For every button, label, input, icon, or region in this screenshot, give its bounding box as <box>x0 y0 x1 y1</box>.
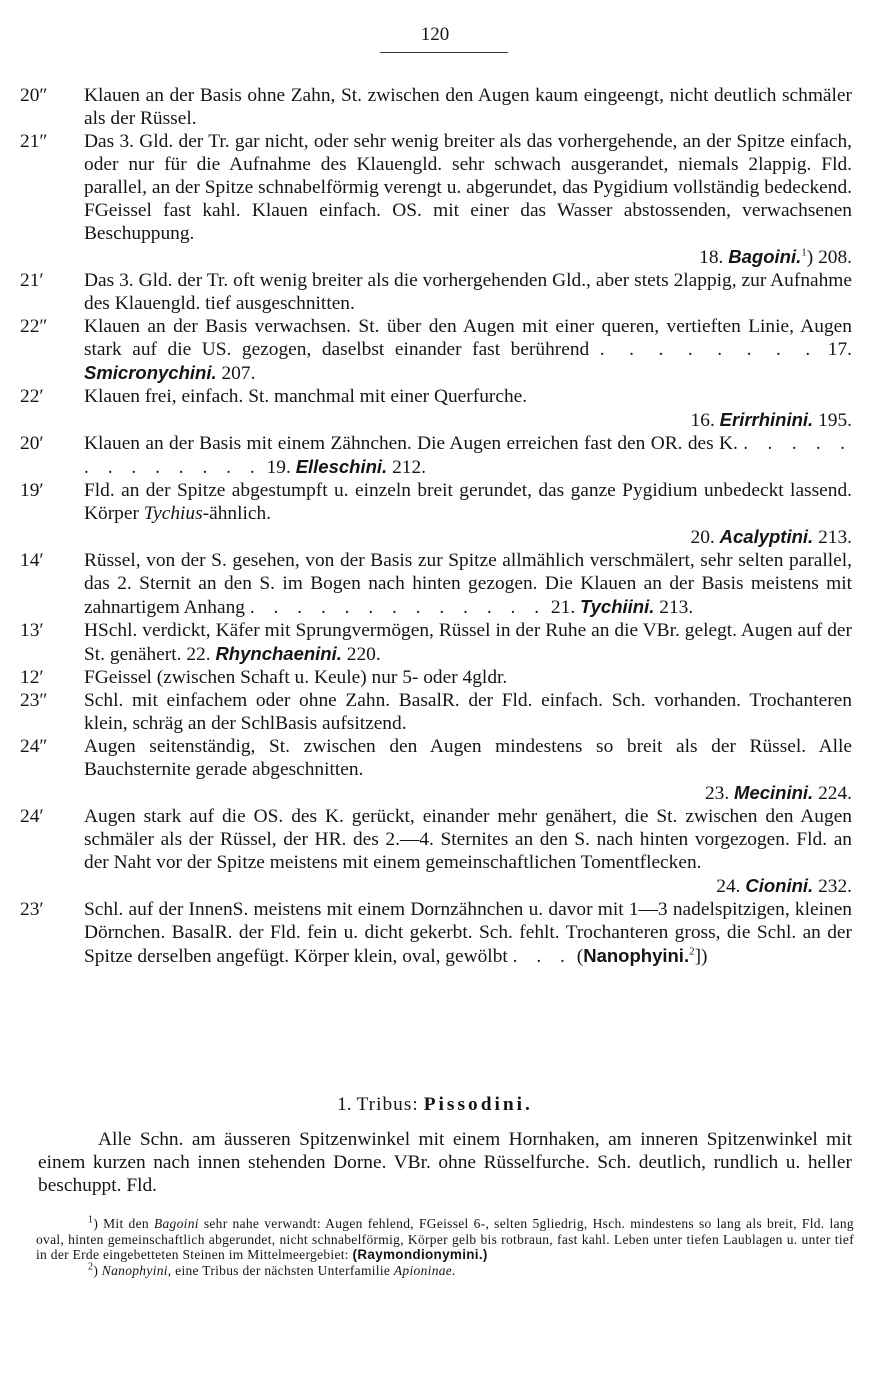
footnote-text: , eine Tribus der nächsten Unterfamilie <box>167 1262 391 1278</box>
key-entry <box>0 666 870 689</box>
tribe-number: 16. <box>690 410 715 431</box>
tribe-name: Mecinini. <box>734 782 814 803</box>
key-entry <box>0 898 870 968</box>
entry-number: 14′ <box>20 550 44 571</box>
tribe-name: Nanophyini. <box>583 945 690 966</box>
entry-result <box>84 245 852 269</box>
tribe-name: Bagoini. <box>728 246 802 267</box>
entry-number: 13′ <box>20 620 44 641</box>
entry-result <box>84 874 852 898</box>
leader-dots: . . . . . . . . . . . . . <box>249 597 547 618</box>
entry-text: Augen stark auf die OS. des K. gerückt, einander mehr genähert, die St. zwischen den Augen schmäler als der Rüssel, der HR. des 2.—4. Sternites an den S. nach hinten vorgezogen. Fld. an der Naht vor der Spitze meistens mit einem gemeinschaftlichen Tomentflecken. <box>84 806 852 873</box>
tribe-number: 22. <box>186 644 211 665</box>
tribe-number: 18. <box>699 247 724 268</box>
entry-text: Schl. mit einfachem oder ohne Zahn. BasalR. der Fld. einfach. Sch. vorhanden. Trochanteren klein, schräg an der SchlBasis aufsitzend. <box>84 690 852 734</box>
footnote-marker: 2 <box>689 945 695 958</box>
entry-number: 20′ <box>20 433 44 454</box>
entry-text: Klauen an der Basis mit einem Zähnchen. Die Augen erreichen fast den OR. des K. <box>84 433 738 454</box>
section-heading <box>0 1094 870 1116</box>
genus-name: Tychius <box>143 503 203 524</box>
entry-text: FGeissel (zwischen Schaft u. Keule) nur 5- oder 4gldr. <box>84 667 508 688</box>
footnote-mark: 2 <box>88 1261 94 1272</box>
entry-result <box>84 525 852 549</box>
key-entry <box>0 479 870 549</box>
key-entry <box>0 84 870 130</box>
key-entry <box>0 269 870 315</box>
tribe-number: 20. <box>690 527 715 548</box>
page-reference: 232. <box>818 876 852 897</box>
tribe-name: Tychiini. <box>580 596 655 617</box>
entry-text: Das 3. Gld. der Tr. oft wenig breiter als die vorhergehenden Gld., aber stets 2lappig, zur Aufnahme des Klauengld. tief ausgeschnitten. <box>84 270 852 314</box>
footnote-2 <box>36 1263 854 1279</box>
entry-number: 24″ <box>20 736 48 757</box>
key-entry <box>0 130 870 269</box>
footnote-tribe: Nanophyini <box>101 1262 168 1278</box>
entry-text: Schl. auf der InnenS. meistens mit einem Dornzähnchen u. davor mit 1—3 nadelspitzigen, kleinen Dörnchen. BasalR. der Fld. fein u. dicht gekerbt. Sch. fehlt. Trochanteren gross, die Schl. an der Spitze derselben angefügt. Körper klein, oval, gewölbt <box>84 899 852 967</box>
page-reference: 220. <box>346 644 381 665</box>
page-reference: 213. <box>659 597 694 618</box>
footnote-paren: ) <box>93 1262 99 1278</box>
page-reference: 212. <box>392 457 426 478</box>
tribe-number: 17. <box>827 339 852 360</box>
tribe-open-paren: ( <box>576 946 584 967</box>
footnote-tribe: Bagoini <box>153 1216 199 1231</box>
key-entry <box>0 689 870 735</box>
key-entry <box>0 735 870 805</box>
key-entry <box>0 805 870 898</box>
tribe-number: 23. <box>704 783 730 804</box>
entry-text: Fld. an der Spitze abgestumpft u. einzeln breit gerundet, das ganze Pygidium unbedeckt lassend. Körper <box>84 480 852 524</box>
key-entry <box>0 549 870 619</box>
tribe-name: Cionini. <box>745 875 814 896</box>
entry-number: 20″ <box>20 85 48 106</box>
entry-number: 23″ <box>20 690 48 711</box>
page-reference: 207. <box>221 363 256 384</box>
entry-number: 23′ <box>20 899 44 920</box>
footnote-marker: 1 <box>801 246 807 259</box>
page-number-rule <box>380 52 508 53</box>
entry-result <box>84 408 852 432</box>
footnote-1 <box>36 1216 854 1263</box>
tribe-number: 21. <box>550 597 576 618</box>
key-entry <box>0 385 870 432</box>
entry-text: Das 3. Gld. der Tr. gar nicht, oder sehr wenig breiter als das vorhergehende, an der Spitze einfach, oder nur für die Aufnahme des Klauengld. sehr schwach ausgerandet, niemals 2lappig. Fld. parallel, an der Spitze schnabelförmig verengt u. abgerundet, das Pygidium vollständig bedeckend. FGeissel fast kahl. Klauen einfach. OS. mit einer das Wasser abstossenden, verwachsenen Beschuppung. <box>84 131 852 244</box>
footnote-paren: ) <box>93 1216 99 1231</box>
entry-text: HSchl. verdickt, Käfer mit Sprungvermögen, Rüssel in der Ruhe an die VBr. gelegt. Augen auf der St. genähert. <box>84 620 852 665</box>
page-reference: 208. <box>818 247 852 268</box>
tribe-name: Elleschini. <box>295 456 388 477</box>
entry-number: 21′ <box>20 270 44 291</box>
page-reference: 224. <box>818 783 852 804</box>
entry-number: 22″ <box>20 316 48 337</box>
tribe-name: Erirrhinini. <box>719 409 814 430</box>
section-description: Alle Schn. am äusseren Spitzenwinkel mit einem Hornhaken, am inneren Spitzenwinkel mit einem kurzen nach innen stehenden Dorne. VBr. ohne Rüsselfurche. Sch. deutlich, rundlich u. heller beschuppt. Fld. <box>38 1129 852 1196</box>
leader-dots: . . . . . . . . <box>599 339 818 360</box>
footnote-text: sehr nahe verwandt: Augen fehlend, FGeissel 6-, selten 5gliedrig, Hsch. mindestens so lang als breit, Fld. lang oval, hinten gemeinschaftlich abgerundet, nicht schnabelförmig, Körper gelb bis rotbraun, fast kahl. Leben unter tiefen Laublagen u. unter tief in der Erde eingebetteten Steinen im Mittelmeergebiet: <box>36 1216 854 1262</box>
identification-key <box>0 84 870 968</box>
entry-number: 21″ <box>20 131 48 152</box>
tribe-name: Rhynchaenini. <box>215 643 342 664</box>
page-number: 120 <box>420 24 450 45</box>
footnotes <box>36 1216 854 1278</box>
tribe-name: Smicronychini. <box>84 362 217 383</box>
entry-number: 22′ <box>20 386 44 407</box>
leader-dots: . . . <box>512 946 572 967</box>
page-reference: 213. <box>818 527 852 548</box>
tribe-number: 19. <box>266 457 291 478</box>
section-number: 1. <box>337 1094 352 1115</box>
entry-text-suffix: -ähnlich. <box>202 503 272 524</box>
entry-number: 19′ <box>20 480 44 501</box>
tribe-close-paren: ]) <box>694 946 708 967</box>
entry-text: Klauen an der Basis ohne Zahn, St. zwischen den Augen kaum eingeengt, nicht deutlich schmäler als der Rüssel. <box>84 85 852 129</box>
tribe-name: Acalyptini. <box>719 526 814 547</box>
footnote-mark: 1 <box>88 1214 94 1226</box>
footnote-lead: Mit den <box>103 1216 149 1231</box>
section-tribe-name: Pissodini. <box>423 1094 533 1115</box>
entry-result <box>84 781 852 805</box>
key-entry <box>0 315 870 385</box>
key-entry <box>0 432 870 479</box>
tribe-number: 24. <box>716 876 741 897</box>
entry-number: 12′ <box>20 667 44 688</box>
footnote-marker-paren: ) <box>806 247 814 268</box>
entry-text: Augen seitenständig, St. zwischen den Augen mindestens so breit als der Rüssel. Alle Bauchsternite gerade abgeschnitten. <box>84 736 852 780</box>
footnote-subfamily: Apioninae. <box>393 1262 456 1278</box>
entry-text: Rüssel, von der S. gesehen, von der Basis zur Spitze allmählich verschmälert, sehr selten parallel, das 2. Sternit an den S. im Bogen nach hinten gezogen. Die Klauen an der Basis meistens mit zahnartigem Anhang <box>84 550 852 618</box>
page-reference: 195. <box>818 410 852 431</box>
entry-text: Klauen frei, einfach. St. manchmal mit einer Querfurche. <box>84 386 528 407</box>
entry-number: 24′ <box>20 806 44 827</box>
entry-text: Klauen an der Basis verwachsen. St. über den Augen mit einer queren, vertieften Linie, Augen stark auf die US. gezogen, daselbst einander fast berührend <box>84 316 852 360</box>
section-label: Tribus: <box>356 1094 419 1115</box>
key-entry <box>0 619 870 666</box>
footnote-tag: (Raymondionymini.) <box>352 1247 488 1262</box>
leader-dots: . . . . . . . . . . . . . <box>84 433 852 478</box>
